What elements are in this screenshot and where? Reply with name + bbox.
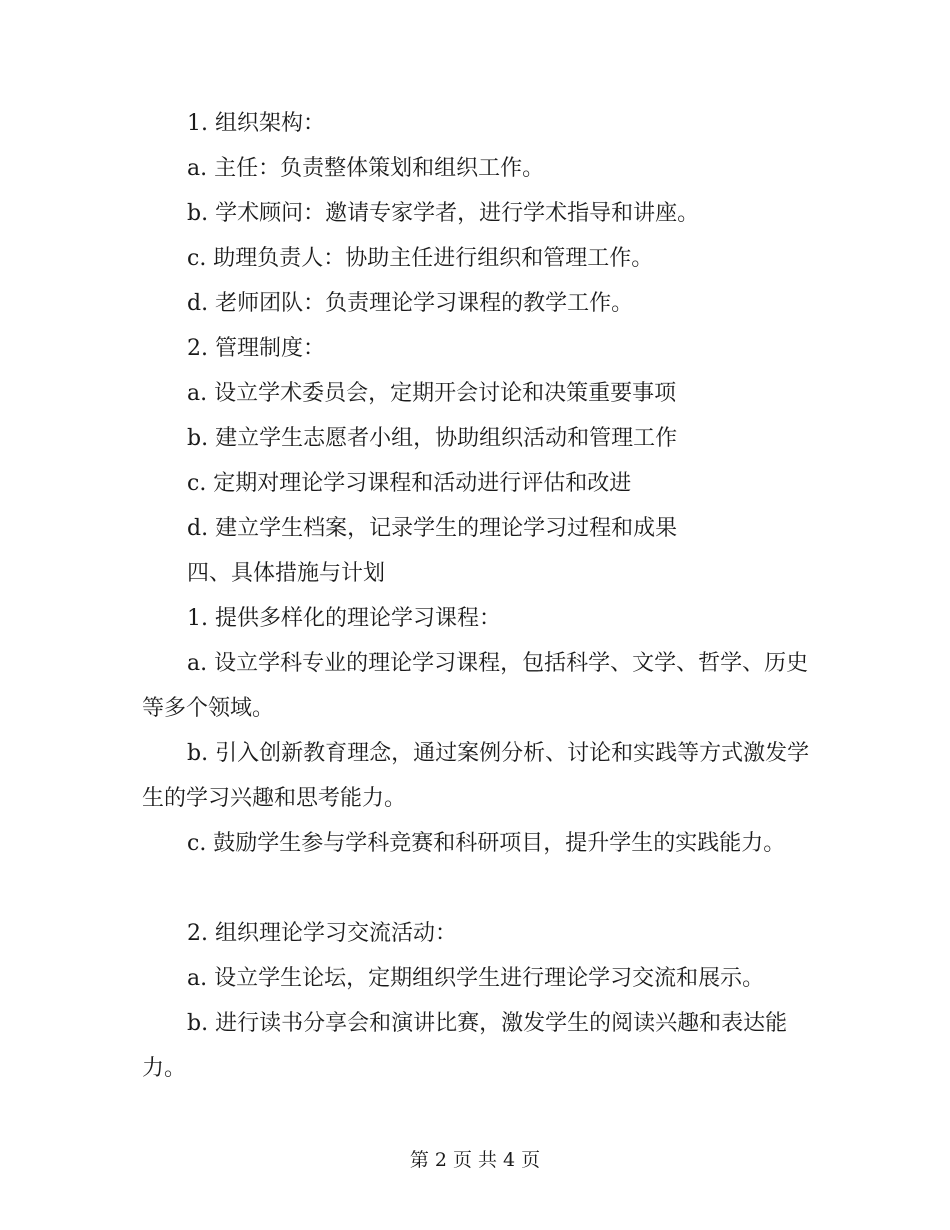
paragraph-item: 1. 组织架构： (187, 111, 325, 136)
paragraph-item: a. 设立学科专业的理论学习课程，包括科学、文学、哲学、历史等多个领域。 (142, 651, 809, 721)
paragraph-item: d. 老师团队：负责理论学习课程的教学工作。 (187, 291, 634, 316)
paragraph-item: b. 学术顾问：邀请专家学者，进行学术指导和讲座。 (187, 201, 700, 226)
paragraph-item: a. 设立学术委员会，定期开会讨论和决策重要事项 (187, 381, 677, 406)
paragraph-item: b. 进行读书分享会和演讲比赛，激发学生的阅读兴趣和表达能力。 (142, 1011, 788, 1081)
paragraph-item: a. 主任：负责整体策划和组织工作。 (187, 156, 545, 181)
paragraph-item: 2. 管理制度： (187, 336, 325, 361)
paragraph-item: b. 建立学生志愿者小组，协助组织活动和管理工作 (187, 426, 678, 451)
paragraph-item: d. 建立学生档案，记录学生的理论学习过程和成果 (187, 516, 678, 541)
paragraph-item: c. 定期对理论学习课程和活动进行评估和改进 (187, 471, 632, 496)
page-footer: 第 2 页 共 4 页 (409, 1149, 541, 1171)
paragraph-item: a. 设立学生论坛，定期组织学生进行理论学习交流和展示。 (187, 966, 765, 991)
paragraph-item: 2. 组织理论学习交流活动： (187, 921, 457, 946)
paragraph-item: c. 助理负责人：协助主任进行组织和管理工作。 (187, 246, 654, 271)
paragraph-item: c. 鼓励学生参与学科竞赛和科研项目，提升学生的实践能力。 (187, 831, 786, 856)
paragraph-item: b. 引入创新教育理念，通过案例分析、讨论和实践等方式激发学生的学习兴趣和思考能力。 (142, 741, 810, 811)
paragraph-item: 1. 提供多样化的理论学习课程： (187, 606, 501, 631)
section-heading: 四、具体措施与计划 (187, 561, 386, 586)
